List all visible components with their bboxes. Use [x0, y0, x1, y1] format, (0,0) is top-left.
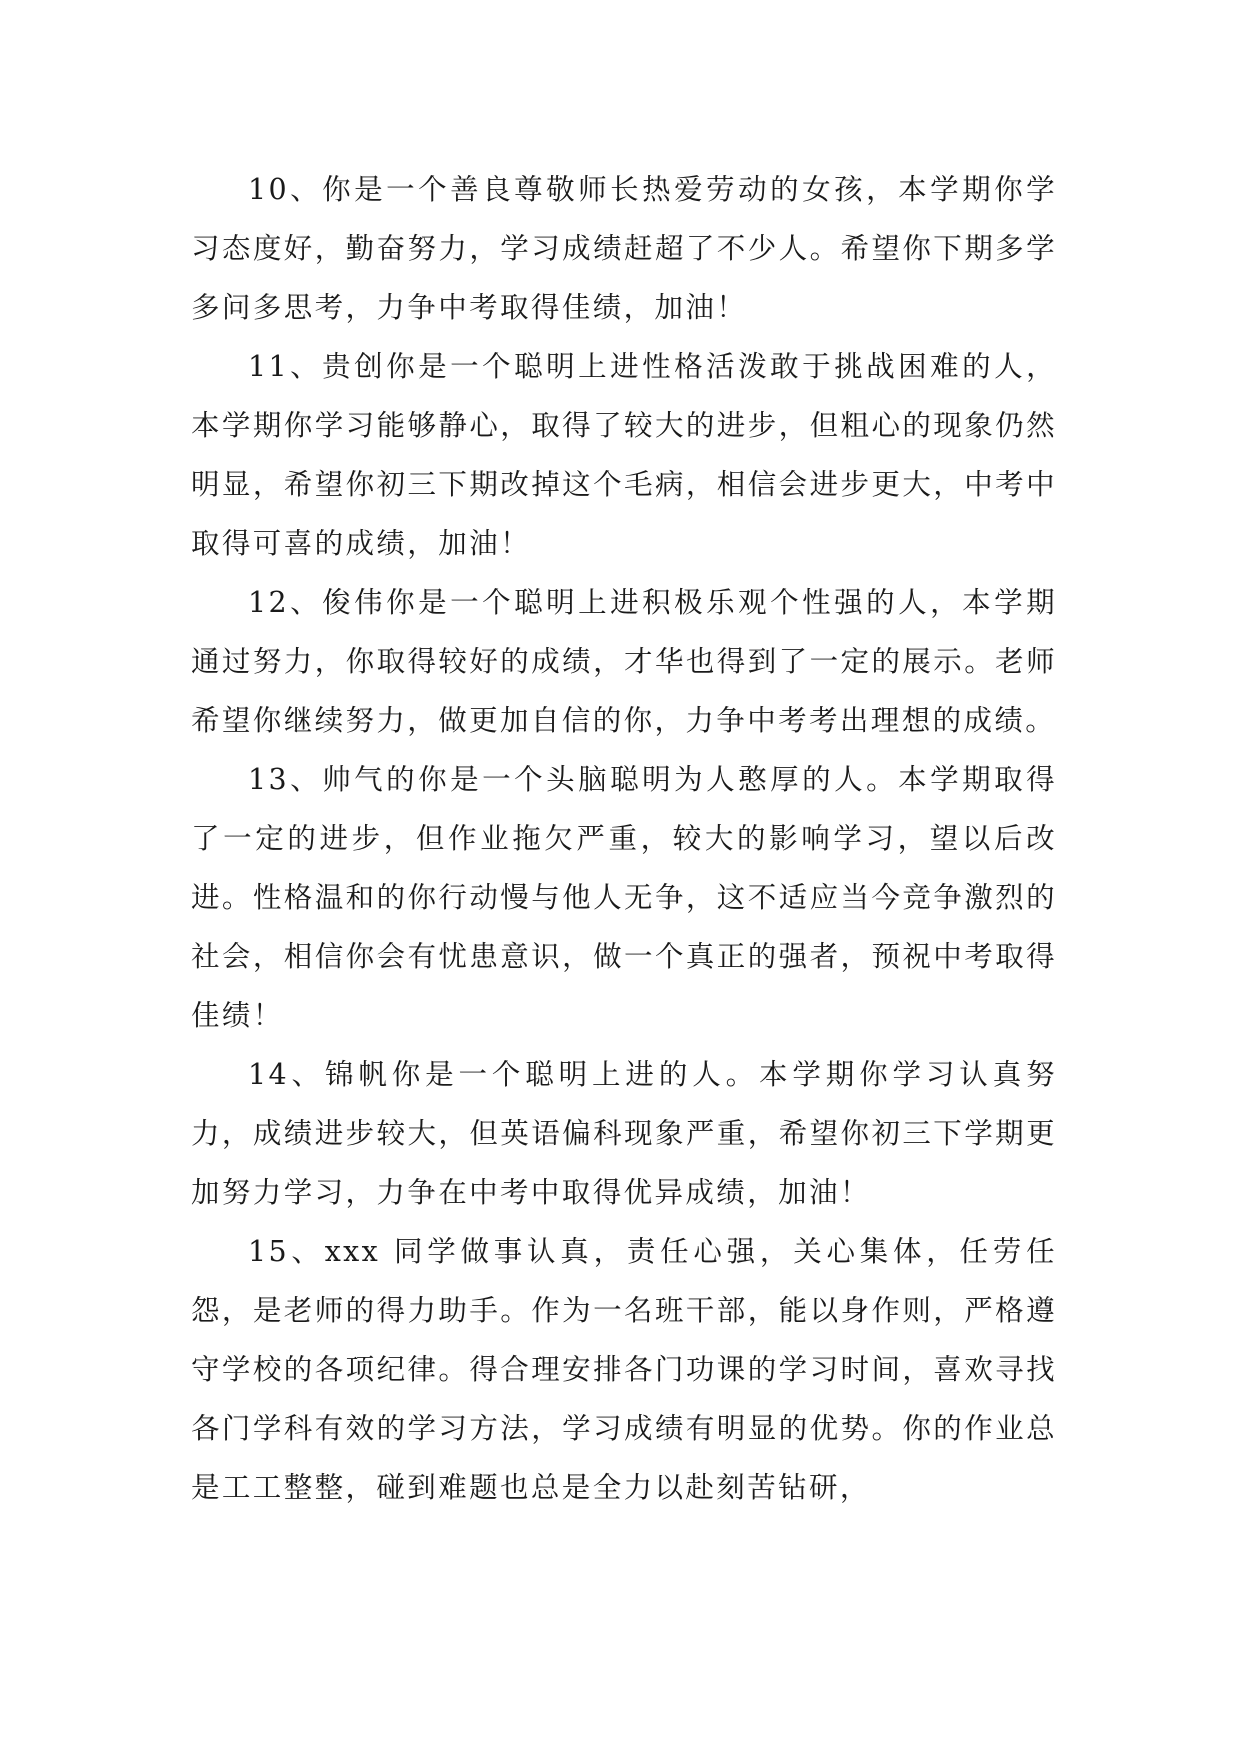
comment-paragraph-11: 11、贵创你是一个聪明上进性格活泼敢于挑战困难的人，本学期你学习能够静心，取得了较大的进步，但粗心的现象仍然明显，希望你初三下期改掉这个毛病，相信会进步更大，中考中取得可喜的成绩，加油！ — [191, 350, 1057, 560]
comment-paragraph-14: 14、锦帆你是一个聪明上进的人。本学期你学习认真努力，成绩进步较大，但英语偏科现象严重，希望你初三下学期更加努力学习，力争在中考中取得优异成绩，加油！ — [191, 1058, 1057, 1209]
comment-paragraph-12: 12、俊伟你是一个聪明上进积极乐观个性强的人，本学期通过努力，你取得较好的成绩，才华也得到了一定的展示。老师希望你继续努力，做更加自信的你，力争中考考出理想的成绩。 — [191, 586, 1057, 737]
comment-paragraph-13: 13、帅气的你是一个头脑聪明为人憨厚的人。本学期取得了一定的进步，但作业拖欠严重，较大的影响学习，望以后改进。性格温和的你行动慢与他人无争，这不适应当今竞争激烈的社会，相信你会有忧患意识，做一个真正的强者，预祝中考取得佳绩！ — [191, 763, 1057, 1032]
document-body — [191, 160, 1057, 1517]
comment-paragraph-15: 15、xxx 同学做事认真，责任心强，关心集体，任劳任怨，是老师的得力助手。作为一名班干部，能以身作则，严格遵守学校的各项纪律。得合理安排各门功课的学习时间，喜欢寻找各门学科有效的学习方法，学习成绩有明显的优势。你的作业总是工工整整，碰到难题也总是全力以赴刻苦钻研， — [191, 1235, 1057, 1504]
comment-paragraph-10: 10、你是一个善良尊敬师长热爱劳动的女孩，本学期你学习态度好，勤奋努力，学习成绩赶超了不少人。希望你下期多学多问多思考，力争中考取得佳绩，加油！ — [191, 173, 1057, 324]
